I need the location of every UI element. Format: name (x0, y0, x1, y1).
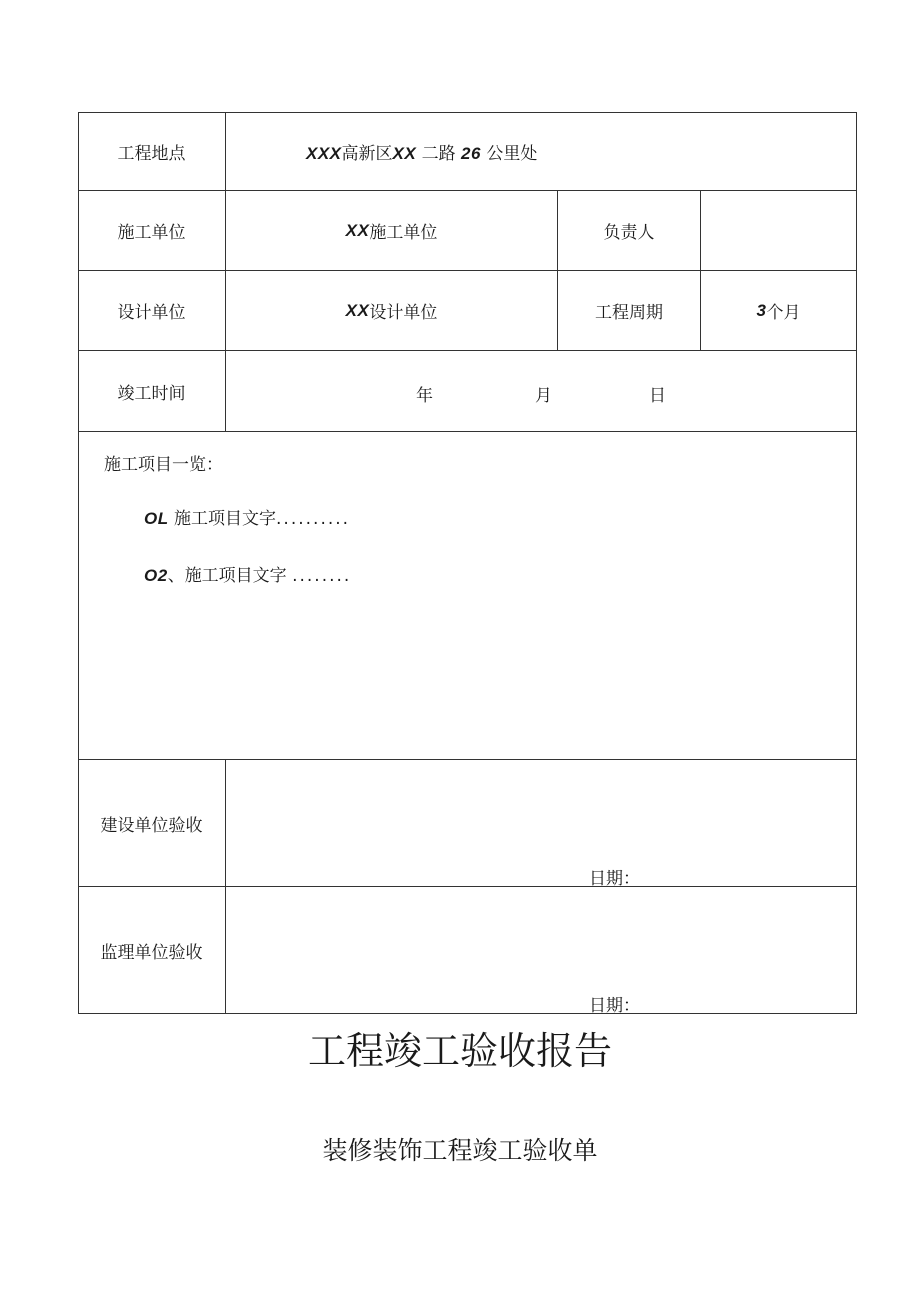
supervisor-accept-label: 监理单位验收 (100, 942, 203, 963)
supervisor-date-label: 日期： (589, 996, 640, 1016)
location-value: XXX高新区XX 二路 26 公里处 (306, 143, 538, 164)
completion-label: 竣工时间 (117, 383, 186, 404)
list-item: O2、施工项目文字 ........ (144, 566, 352, 586)
table-border-bottom (78, 1013, 857, 1014)
manager-value (701, 191, 856, 270)
manager-label: 负责人 (603, 223, 655, 243)
contractor-value: XX 施工单位 (345, 220, 438, 243)
designer-value: XX 设计单位 (345, 300, 438, 323)
period-value: 3 个月 (756, 300, 801, 323)
completion-year: 年 (416, 386, 433, 406)
designer-label: 设计单位 (117, 303, 186, 323)
owner-accept-label: 建设单位验收 (100, 815, 203, 836)
period-label: 工程周期 (595, 303, 663, 323)
contractor-label: 施工单位 (117, 223, 186, 243)
page-title: 工程竣工验收报告 (307, 1029, 612, 1073)
acceptance-form-table (78, 112, 857, 1014)
page-subtitle: 装修装饰工程竣工验收单 (322, 1136, 598, 1165)
list-item: OL 施工项目文字.......... (144, 509, 351, 529)
table-border-right (856, 112, 857, 1014)
completion-month: 月 (535, 386, 552, 406)
owner-date-label: 日期： (589, 869, 640, 889)
row-divider (78, 431, 857, 432)
items-heading: 施工项目一览： (104, 455, 223, 475)
completion-day: 日 (649, 386, 666, 406)
location-label: 工程地点 (117, 143, 186, 164)
label-column-divider (225, 759, 226, 1014)
